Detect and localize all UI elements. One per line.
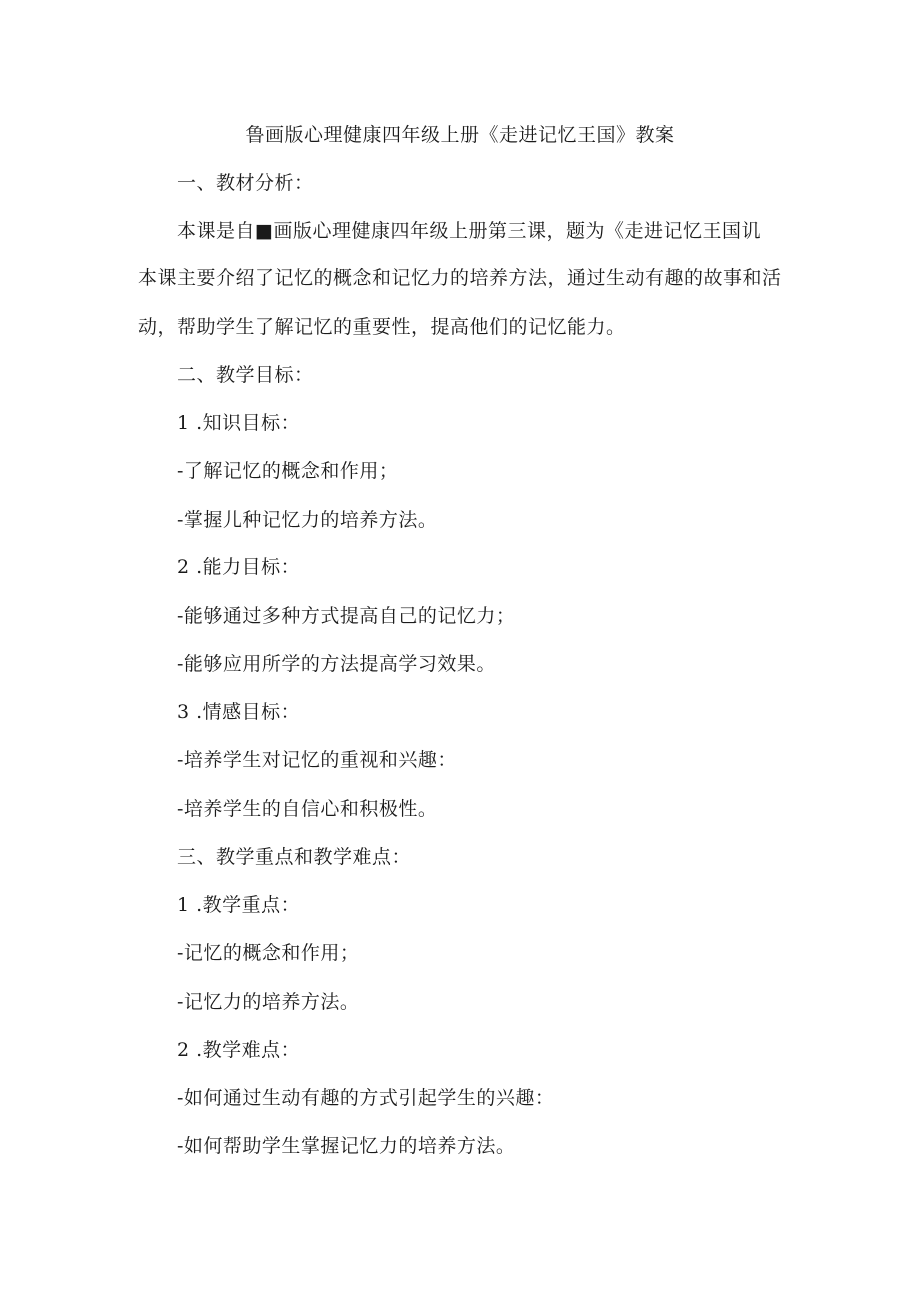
key-points-heading: 1 .教学重点： <box>177 894 301 916</box>
key-point-item: -记忆的概念和作用； <box>177 942 360 964</box>
goal-item: -培养学生对记忆的重视和兴趣： <box>177 749 457 771</box>
goal-item: -掌握儿种记忆力的培养方法。 <box>177 509 438 531</box>
goal-item: -培养学生的自信心和积极性。 <box>177 798 438 820</box>
goal-heading-knowledge: 1 .知识目标： <box>177 412 301 434</box>
analysis-paragraph-line-2: 本课主要介绍了记忆的概念和记忆力的培养方法，通过生动有趣的故事和活 <box>138 267 782 289</box>
goal-heading-ability: 2 .能力目标： <box>177 556 301 578</box>
difficult-point-item: -如何通过生动有趣的方式引起学生的兴趣： <box>177 1087 555 1109</box>
goal-heading-emotion: 3 .情感目标： <box>177 701 301 723</box>
goal-item: -能够应用所学的方法提高学习效果。 <box>177 653 496 675</box>
section-heading-analysis: 一、教材分析： <box>177 172 314 194</box>
analysis-paragraph-line-1: 本课是自■画版心理健康四年级上册第三课，题为《走进记忆王国讥 <box>177 220 761 242</box>
section-heading-goals: 二、教学目标： <box>177 364 314 386</box>
difficult-points-heading: 2 .教学难点： <box>177 1039 301 1061</box>
section-heading-key-points: 三、教学重点和教学难点： <box>177 846 412 868</box>
document-title: 鲁画版心理健康四年级上册《走进记忆王国》教案 <box>245 124 675 146</box>
analysis-paragraph-line-3: 动，帮助学生了解记忆的重要性，提高他们的记忆能力。 <box>138 316 626 338</box>
key-point-item: -记忆力的培养方法。 <box>177 991 360 1013</box>
goal-item: -能够通过多种方式提高自己的记忆力； <box>177 605 516 627</box>
goal-item: -了解记忆的概念和作用； <box>177 460 399 482</box>
difficult-point-item: -如何帮助学生掌握记忆力的培养方法。 <box>177 1135 516 1157</box>
